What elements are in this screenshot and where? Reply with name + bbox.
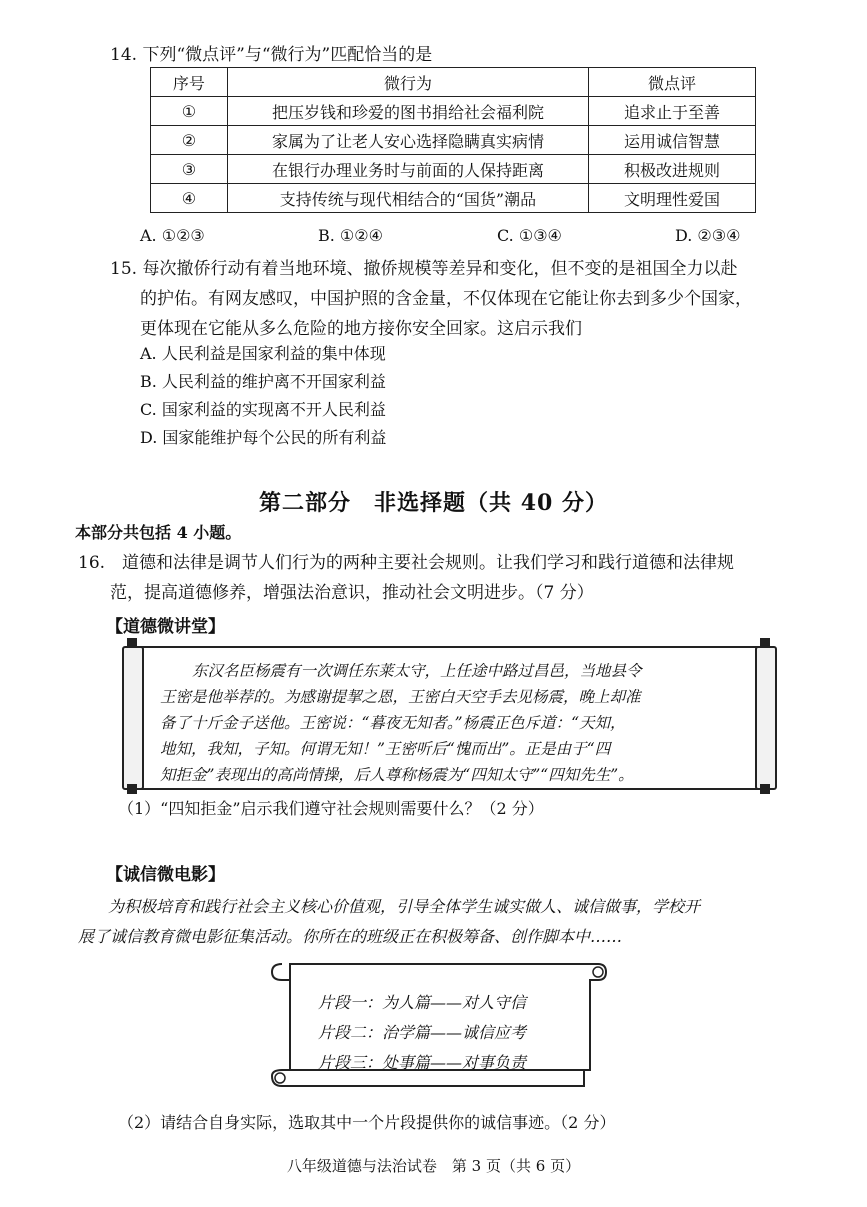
- table-cell: ③: [151, 155, 228, 184]
- part2-title: 第二部分 非选择题（共 40 分）: [259, 490, 608, 516]
- table-row: [151, 155, 756, 184]
- page-footer: 八年级道德与法治试卷 第 3 页（共 6 页）: [286, 1157, 581, 1175]
- section-heading-morality: 【道德微讲堂】: [106, 617, 225, 637]
- part2-note: 本部分共包括 4 小题。: [75, 523, 242, 542]
- q16-stem-line: 范，提高道德修养，增强法治意识，推动社会文明进步。（7 分）: [110, 583, 594, 603]
- segment-item: 片段三：处事篇——对事负责: [318, 1053, 527, 1072]
- table-row: [151, 97, 756, 126]
- table-row: [151, 184, 756, 213]
- story-line: 知拒金”表现出的高尚情操，后人尊称杨震为“四知太守”“四知先生”。: [160, 766, 634, 784]
- story-line: 地知，我知，子知。何谓无知！”王密听后“愧而出”。正是由于“四: [160, 740, 611, 758]
- table-row: [151, 126, 756, 155]
- table-cell: 追求止于至善: [589, 97, 756, 126]
- q14-stem: 14. 下列“微点评”与“微行为”匹配恰当的是: [110, 45, 433, 65]
- q15-option-b: B. 人民利益的维护离不开国家利益: [140, 372, 386, 391]
- choice-b: B. ①②④: [318, 226, 383, 245]
- story-line: 王密是他举荐的。为感谢提挈之恩，王密白天空手去见杨震，晚上却准: [160, 688, 641, 706]
- q15-option-d: D. 国家能维护每个公民的所有利益: [140, 428, 387, 447]
- table-cell: 家属为了让老人安心选择隐瞒真实病情: [227, 126, 588, 155]
- table-cell: 在银行办理业务时与前面的人保持距离: [227, 155, 588, 184]
- table-cell: 支持传统与现代相结合的“国货”潮品: [227, 184, 588, 213]
- q14-table: [150, 67, 756, 213]
- sub-question-1: （1）“四知拒金”启示我们遵守社会规则需要什么？（2 分）: [118, 799, 544, 818]
- q15-stem-line: 更体现在它能从多么危险的地方接你安全回家。这启示我们: [140, 319, 582, 339]
- table-cell: 运用诚信智慧: [589, 126, 756, 155]
- sub-question-2: （2）请结合自身实际，选取其中一个片段提供你的诚信事迹。（2 分）: [118, 1113, 616, 1132]
- table-cell: ②: [151, 126, 228, 155]
- table-header-row: [151, 68, 756, 97]
- story-text: [160, 658, 760, 788]
- film-intro-line: 为积极培育和践行社会主义核心价值观，引导全体学生诚实做人、诚信做事，学校开: [108, 897, 701, 916]
- table-cell: 把压岁钱和珍爱的图书捐给社会福利院: [227, 97, 588, 126]
- choice-d: D. ②③④: [675, 226, 741, 245]
- film-intro-line: 展了诚信教育微电影征集活动。你所在的班级正在积极筹备、创作脚本中……: [78, 927, 623, 946]
- section-heading-film: 【诚信微电影】: [106, 865, 225, 885]
- story-line: 备了十斤金子送他。王密说：“暮夜无知者。”杨震正色斥道：“天知，: [160, 714, 626, 732]
- table-cell: ④: [151, 184, 228, 213]
- choice-c: C. ①③④: [497, 226, 562, 245]
- q15-option-a: A. 人民利益是国家利益的集中体现: [140, 344, 386, 363]
- segment-item: 片段一：为人篇——对人守信: [318, 993, 527, 1012]
- table-header: 微点评: [589, 68, 756, 97]
- q15-stem-line: 的护佑。有网友感叹，中国护照的含金量，不仅体现在它能让你去到多少个国家，: [140, 289, 752, 309]
- table-header: 序号: [151, 68, 228, 97]
- segment-item: 片段二：治学篇——诚信应考: [318, 1023, 527, 1042]
- table-cell: 文明理性爱国: [589, 184, 756, 213]
- q15-stem-line: 15. 每次撤侨行动有着当地环境、撤侨规模等差异和变化，但不变的是祖国全力以赴: [110, 259, 738, 279]
- table-cell: ①: [151, 97, 228, 126]
- q16-stem-line: 16. 道德和法律是调节人们行为的两种主要社会规则。让我们学习和践行道德和法律规: [78, 553, 735, 573]
- table-cell: 积极改进规则: [589, 155, 756, 184]
- q15-option-c: C. 国家利益的实现离不开人民利益: [140, 400, 386, 419]
- choice-a: A. ①②③: [140, 226, 205, 245]
- table-header: 微行为: [227, 68, 588, 97]
- story-line: 东汉名臣杨震有一次调任东莱太守，上任途中路过昌邑，当地县令: [192, 662, 642, 680]
